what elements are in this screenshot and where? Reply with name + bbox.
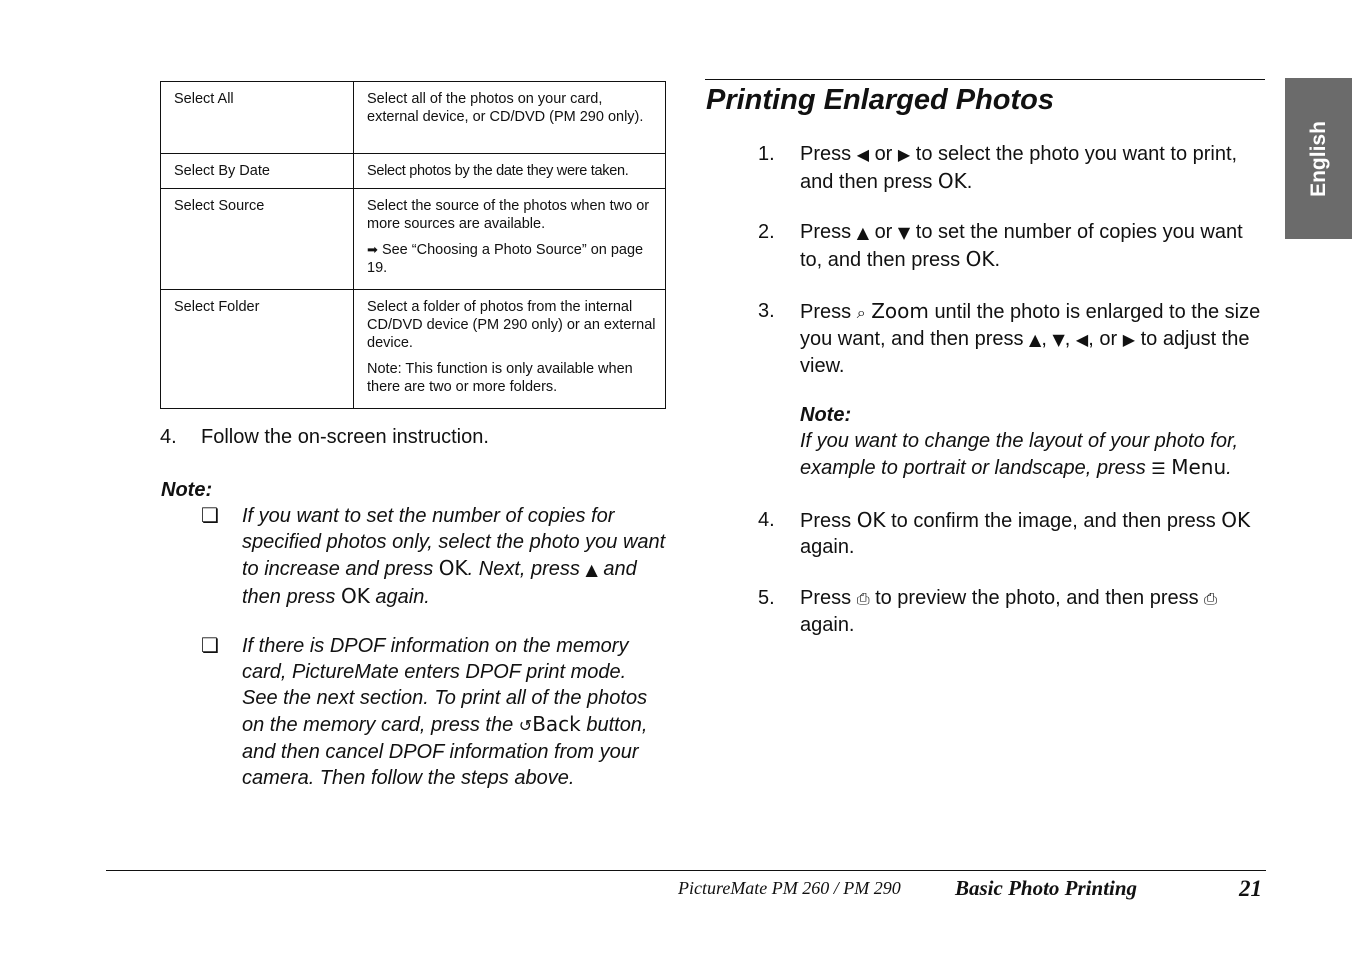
- ok-button-label: OK: [937, 169, 967, 193]
- menu-icon: ☰: [1151, 459, 1166, 478]
- zoom-icon: ⌕: [856, 303, 866, 322]
- options-table: [160, 81, 666, 409]
- table-row: [161, 189, 666, 290]
- up-triangle-icon: ▲: [856, 223, 869, 242]
- left-triangle-icon: ◀: [856, 145, 869, 164]
- right-triangle-icon: ▶: [1122, 330, 1136, 349]
- note-text: If you want to change the layout of your photo for, example to portrait or landscape, press ☰ Menu.: [800, 430, 1239, 479]
- ok-button-label: OK: [438, 556, 468, 580]
- print-icon: ⎙: [856, 589, 870, 608]
- left-step-4: [160, 424, 489, 450]
- section-heading: Printing Enlarged Photos: [706, 84, 1055, 116]
- footer-product: PictureMate PM 260 / PM 290: [678, 878, 901, 898]
- note-label: Note:: [161, 479, 213, 501]
- right-step-5: 5. Press ⎙ to preview the photo, and then press ⎙ again.: [758, 587, 1217, 636]
- heading-rule: [705, 79, 1265, 80]
- note-item-1: If you want to set the number of copies for specified photos only, select the photo you want to increase and press OK. Next, press ▲ and then press OK again.: [242, 505, 666, 608]
- option-description: Select photos by the date they were taken.: [354, 154, 666, 189]
- back-button-label: Back: [532, 712, 581, 736]
- option-description: Select the source of the photos when two or more sources are available. ➡ See “Choosing a Photo Source” on page 19.: [354, 189, 666, 290]
- ok-button-label: OK: [856, 508, 886, 532]
- page-number: 21: [1239, 876, 1262, 901]
- print-icon: ⎙: [1204, 589, 1217, 608]
- checkbox-icon: ❏: [201, 635, 219, 657]
- right-step-1: 1. Press ◀ or ▶ to select the photo you want to print, and then press OK.: [758, 143, 1238, 193]
- down-triangle-icon: ▼: [897, 223, 911, 242]
- right-step-4: 4. Press OK to confirm the image, and then press OK again.: [758, 508, 1251, 558]
- zoom-button-label: Zoom: [871, 299, 929, 323]
- down-triangle-icon: ▼: [1052, 330, 1065, 349]
- note-item-2: If there is DPOF information on the memory card, PictureMate enters DPOF print mode. See the next section. To print all of the photos on the memory card, press the ↺Back button, and then cancel DPOF information from your camera. Then follow the steps above.: [242, 635, 648, 789]
- right-step-2: 2. Press ▲ or ▼ to set the number of copies you want to, and then press OK.: [758, 221, 1243, 271]
- option-name: Select Folder: [161, 290, 354, 409]
- table-row: [161, 82, 666, 154]
- up-triangle-icon: ▲: [1029, 330, 1042, 349]
- language-tab: [1285, 78, 1352, 239]
- option-description: Select a folder of photos from the internal CD/DVD device (PM 290 only) or an external device. Note: This function is only available when there are two or more folders.: [354, 290, 666, 409]
- left-triangle-icon: ◀: [1075, 330, 1089, 349]
- option-name: Select All: [161, 82, 354, 154]
- option-name: Select Source: [161, 189, 354, 290]
- option-description: Select all of the photos on your card, external device, or CD/DVD (PM 290 only).: [354, 82, 666, 154]
- step-text: Follow the on-screen instruction.: [201, 426, 489, 448]
- up-triangle-icon: ▲: [585, 560, 598, 579]
- note-label: Note:: [800, 404, 852, 426]
- right-step-3: 3. Press ⌕ Zoom until the photo is enlarged to the size you want, and then press ▲, ▼, ◀, or ▶ to adjust the view.: [758, 299, 1261, 377]
- table-row: [161, 290, 666, 409]
- footer-rule: [106, 870, 1266, 871]
- step-number: 4.: [160, 426, 177, 448]
- ok-button-label: OK: [965, 247, 995, 271]
- right-arrow-icon: ➡: [367, 242, 378, 257]
- back-icon: ↺: [518, 716, 533, 735]
- right-triangle-icon: ▶: [897, 145, 911, 164]
- option-name: Select By Date: [161, 154, 354, 189]
- see-reference: See “Choosing a Photo Source” on page 19.: [367, 242, 644, 276]
- footer-section: Basic Photo Printing: [955, 876, 1138, 900]
- checkbox-icon: ❏: [201, 505, 219, 527]
- table-row: [161, 154, 666, 189]
- menu-button-label: Menu: [1171, 455, 1227, 479]
- language-label: English: [1306, 120, 1330, 197]
